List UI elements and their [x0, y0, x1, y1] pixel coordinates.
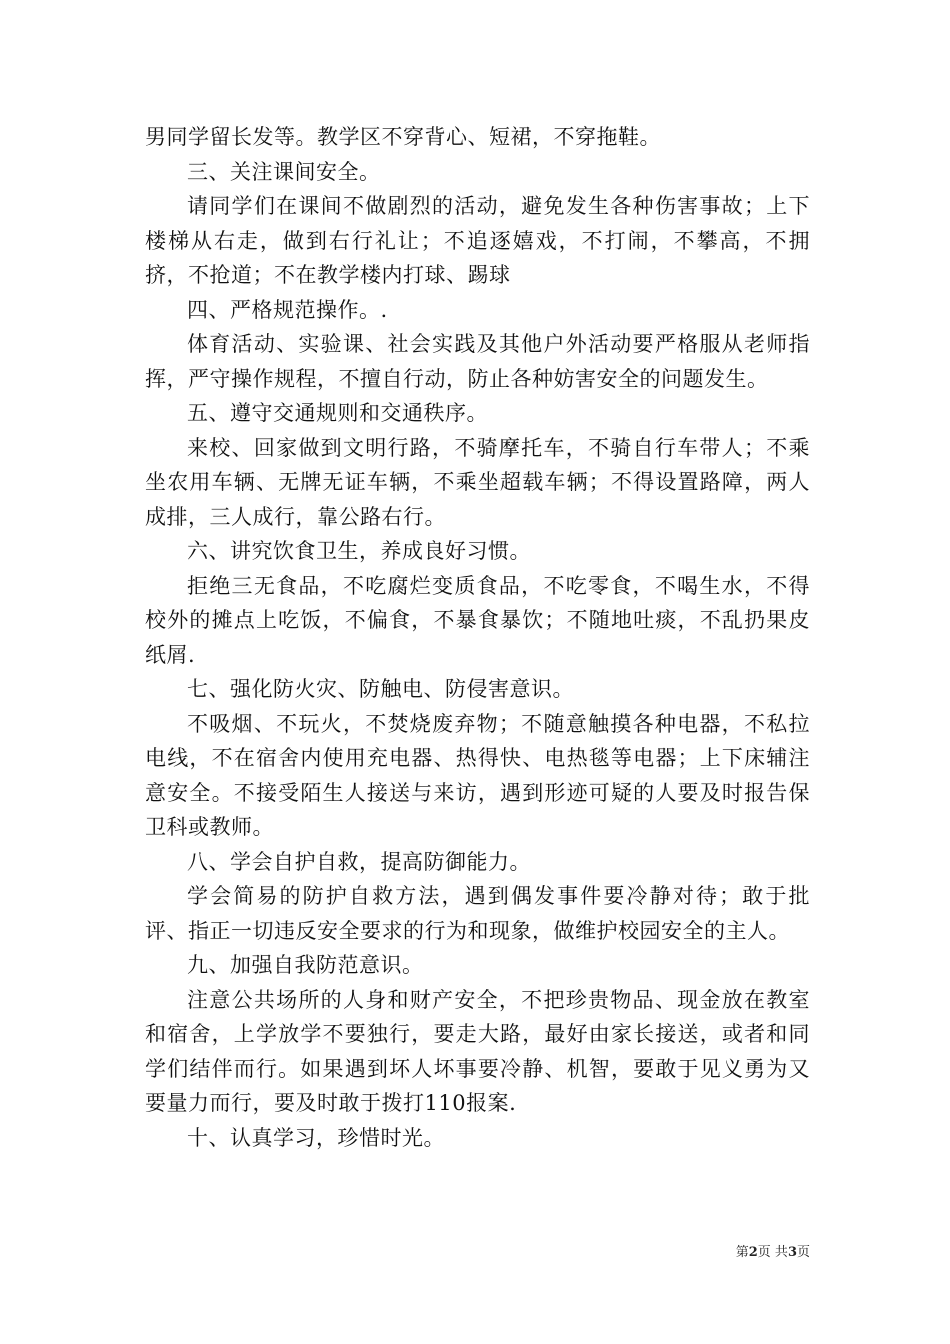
section-heading-5: 五、遵守交通规则和交通秩序。 — [187, 401, 488, 425]
footer-prefix: 第 — [735, 1245, 749, 1260]
footer-current-page: 2 — [748, 1245, 758, 1260]
paragraph-6: 拒绝三无食品，不吃腐烂变质食品，不吃零食，不喝生水，不得校外的摊点上吃饭，不偏食，不暴食暴饮；不随地吐痰，不乱扔果皮纸屑. — [145, 573, 810, 667]
section-heading-9: 九、加强自我防范意识。 — [187, 953, 424, 977]
section-heading-7: 七、强化防火灾、防触电、防侵害意识。 — [187, 677, 574, 701]
paragraph-9: 注意公共场所的人身和财产安全，不把珍贵物品、现金放在教室和宿舍，上学放学不要独行，要走大路，最好由家长接送，或者和同学们结伴而行。如果遇到坏人坏事要冷静、机智，要敢于见义勇为又要量力而行，要及时敢于拨打110报案. — [145, 987, 810, 1115]
section-heading-4: 四、严格规范操作。. — [187, 297, 388, 322]
page-footer — [660, 1244, 810, 1262]
section-heading-3: 三、关注课间安全。 — [187, 159, 381, 184]
paragraph-7: 不吸烟、不玩火，不焚烧废弃物；不随意触摸各种电器，不私拉电线，不在宿舍内使用充电器、热得快、电热毯等电器；上下床辅注意安全。不接受陌生人接送与来访，遇到形迹可疑的人要及时报告保卫科或教师。 — [145, 711, 810, 839]
paragraph-3: 请同学们在课间不做剧烈的活动，避免发生各种伤害事故；上下楼梯从右走，做到右行礼让；不追逐嬉戏，不打闹，不攀高，不拥挤，不抢道；不在教学楼内打球、踢球 — [145, 194, 810, 287]
section-heading-8: 八、学会自护自救，提高防御能力。 — [187, 849, 531, 874]
document-body — [145, 120, 810, 1155]
section-heading-6: 六、讲究饮食卫生，养成良好习惯。 — [187, 539, 531, 563]
footer-suffix: 页 — [796, 1245, 810, 1260]
section-heading-10: 十、认真学习，珍惜时光。 — [187, 1125, 445, 1150]
footer-middle: 页 共 — [757, 1245, 788, 1260]
footer-total-pages: 3 — [787, 1245, 797, 1260]
paragraph-8: 学会简易的防护自救方法，遇到偶发事件要冷静对待；敢于批评、指正一切违反安全要求的行为和现象，做维护校园安全的主人。 — [145, 884, 810, 943]
paragraph-5: 来校、回家做到文明行路，不骑摩托车，不骑自行车带人；不乘坐农用车辆、无牌无证车辆，不乘坐超载车辆；不得设置路障，两人成排，三人成行，靠公路右行。 — [145, 435, 810, 529]
paragraph-1: 男同学留长发等。教学区不穿背心、短裙，不穿拖鞋。 — [145, 125, 661, 149]
paragraph-4: 体育活动、实验课、社会实践及其他户外活动要严格服从老师指挥，严守操作规程，不擅自行动，防止各种妨害安全的问题发生。 — [145, 332, 810, 391]
